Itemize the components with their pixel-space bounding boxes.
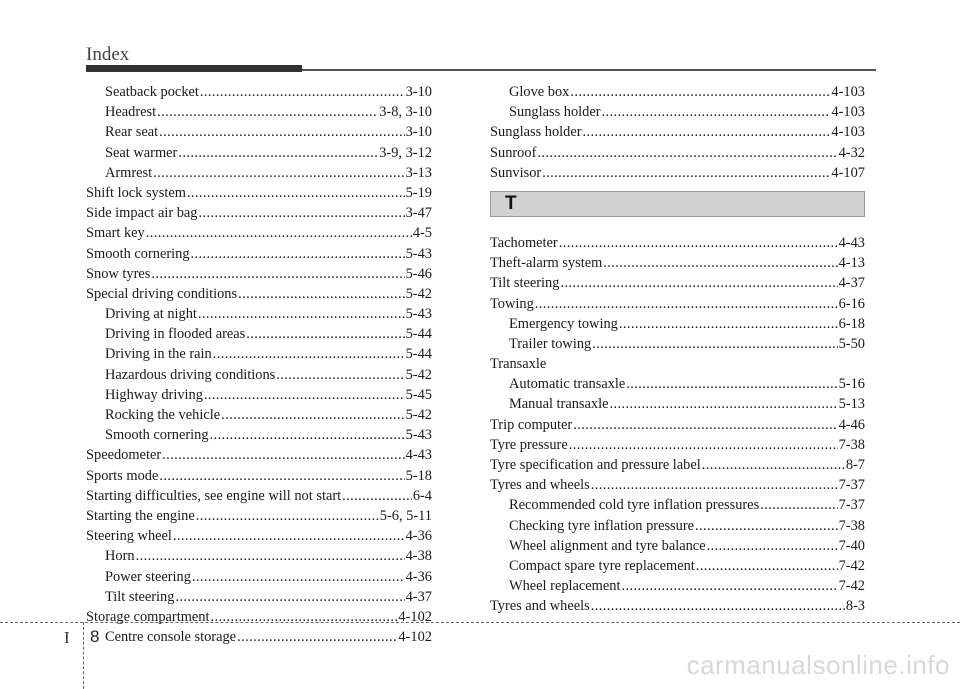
index-entry-page: 5-18	[405, 467, 432, 484]
dot-leader	[602, 102, 831, 122]
index-entry-page: 5-42	[405, 366, 432, 383]
index-entry	[490, 374, 865, 394]
index-entry	[86, 102, 432, 122]
index-entry-page: 5-43	[405, 306, 432, 323]
dot-leader	[173, 526, 405, 546]
dot-leader	[204, 385, 405, 405]
index-entry-page: 5-44	[405, 346, 432, 363]
index-entry	[86, 344, 432, 364]
index-entry-page: 4-103	[831, 84, 865, 100]
index-entry	[490, 516, 865, 536]
index-entry-page: 4-103	[831, 104, 865, 121]
index-entry-page: 7-37	[838, 497, 865, 514]
index-entry-page: 4-13	[838, 255, 865, 272]
index-entry	[86, 244, 432, 264]
index-entry-page: 3-9, 3-12	[379, 144, 432, 161]
header-rule-accent	[86, 65, 302, 72]
dot-leader	[570, 82, 830, 102]
dot-leader	[610, 394, 838, 414]
index-entry-label: Power steering	[105, 568, 191, 585]
index-entry-page: 7-40	[838, 537, 865, 554]
index-entry	[490, 576, 865, 596]
index-entry-page: 4-102	[398, 608, 432, 625]
dot-leader	[626, 374, 837, 394]
dot-leader	[542, 163, 830, 183]
index-entry-label: Automatic transaxle	[509, 376, 626, 393]
index-entry-label: Transaxle	[490, 356, 547, 373]
dot-leader	[560, 273, 837, 293]
index-entry-label: Driving in flooded areas	[105, 326, 246, 343]
index-entry-label: Trip computer	[490, 416, 573, 433]
index-entry-label: Smooth cornering	[105, 427, 209, 444]
index-entry-label: Wheel alignment and tyre balance	[509, 537, 706, 554]
dot-leader	[603, 253, 837, 273]
index-entry	[490, 455, 865, 475]
index-entry	[490, 143, 865, 163]
index-entry	[86, 506, 432, 526]
index-entry-label: Tyre specification and pressure label	[490, 457, 701, 473]
index-entry-page: 4-38	[405, 548, 432, 565]
index-entry-label: Starting the engine	[86, 507, 195, 524]
index-entry	[86, 607, 432, 627]
index-entry-page: 4-5	[412, 225, 432, 242]
dot-leader	[246, 324, 404, 344]
index-entry-label: Tyre pressure	[490, 436, 568, 453]
dot-leader	[591, 475, 838, 495]
dot-leader	[621, 576, 837, 596]
index-entry-page: 5-43	[405, 427, 432, 444]
index-entry-label: Rear seat	[105, 124, 159, 141]
dot-leader	[210, 607, 397, 627]
index-entry-page: 4-107	[831, 164, 865, 181]
index-entry-page: 3-47	[405, 205, 432, 222]
index-entry-label: Highway driving	[105, 386, 203, 403]
index-entry	[490, 475, 865, 495]
index-entry	[86, 385, 432, 405]
index-entry-page: 4-43	[405, 447, 432, 464]
index-entry	[86, 425, 432, 445]
index-entry-label: Smooth cornering	[86, 245, 190, 262]
index-entry-label: Tyres and wheels	[490, 477, 590, 494]
index-entry-page: 7-42	[838, 578, 865, 595]
index-entry-label: Theft-alarm system	[490, 255, 603, 272]
index-entry-label: Headrest	[105, 104, 157, 121]
index-entry-page: 4-46	[838, 416, 865, 433]
index-entry-label: Tilt steering	[105, 588, 175, 605]
index-entry-label: Smart key	[86, 225, 145, 242]
index-entry	[86, 445, 432, 465]
index-entry-label: Snow tyres	[86, 265, 151, 282]
index-entry-label: Trailer towing	[509, 335, 592, 352]
index-entry-page: 3-13	[405, 164, 432, 181]
index-entry-page: 4-36	[405, 568, 432, 585]
dot-leader	[151, 264, 404, 284]
index-entry	[86, 183, 432, 203]
dot-leader	[213, 344, 405, 364]
dot-leader	[196, 506, 379, 526]
index-entry-label: Sunglass holder	[509, 104, 601, 121]
index-entry	[86, 122, 432, 142]
index-entry	[490, 102, 865, 122]
dot-leader	[200, 82, 405, 102]
index-entry-label: Manual transaxle	[509, 396, 609, 413]
dot-leader	[276, 365, 404, 385]
index-entry	[490, 314, 865, 334]
section-letter: T	[505, 192, 517, 214]
index-entry-label: Tilt steering	[490, 275, 560, 292]
index-entry-label: Driving in the rain	[105, 346, 212, 363]
dot-leader	[153, 163, 404, 183]
footer-section-letter: I	[64, 628, 70, 647]
index-entry-page: 5-46	[405, 265, 432, 282]
index-entry-label: Shift lock system	[86, 184, 186, 201]
dot-leader	[760, 495, 837, 515]
index-entry-label: Rocking the vehicle	[105, 407, 221, 423]
index-entry-page: 5-42	[405, 407, 432, 423]
index-entry	[86, 466, 432, 486]
index-entry	[490, 415, 865, 435]
index-entry-label: Special driving conditions	[86, 285, 238, 302]
index-entry	[490, 294, 865, 314]
index-entry-label: Horn	[105, 548, 135, 565]
dot-leader	[619, 314, 838, 334]
dot-leader	[162, 445, 404, 465]
index-entry-label: Armrest	[105, 164, 153, 181]
index-entry	[86, 526, 432, 546]
dot-leader	[583, 122, 831, 142]
index-entry-page: 6-16	[838, 295, 865, 312]
index-entry-page: 7-38	[838, 517, 865, 534]
page-title: Index	[86, 44, 130, 65]
index-entry	[86, 546, 432, 566]
index-entry	[86, 627, 432, 647]
index-entry	[490, 122, 865, 142]
index-entry-label: Seat warmer	[105, 144, 178, 161]
index-entry-page: 5-13	[838, 396, 865, 413]
index-entry	[86, 163, 432, 183]
index-entry-page: 5-50	[838, 335, 865, 352]
index-entry	[490, 82, 865, 102]
index-entry-page: 4-36	[405, 528, 432, 545]
index-entry-page: 4-37	[838, 275, 865, 292]
index-entry-label: Speedometer	[86, 447, 162, 464]
dot-leader	[569, 435, 838, 455]
index-entry	[86, 143, 432, 163]
dot-leader	[199, 203, 405, 223]
index-entry	[490, 163, 865, 183]
index-entry	[86, 284, 432, 304]
index-entry-page: 8-7	[845, 457, 865, 473]
index-entry-page: 5-16	[838, 376, 865, 393]
page-number: 8	[90, 627, 100, 646]
index-entry	[86, 405, 432, 425]
dot-leader	[537, 143, 837, 163]
index-entry-page: 3-10	[405, 124, 432, 141]
dot-leader	[592, 334, 837, 354]
dot-leader	[238, 284, 405, 304]
dot-leader	[198, 304, 405, 324]
index-entry	[490, 273, 865, 293]
index-entry-page: 6-18	[838, 315, 865, 332]
index-entry	[86, 223, 432, 243]
dot-leader	[573, 415, 837, 435]
index-entry	[490, 334, 865, 354]
footer-rule	[0, 622, 960, 623]
index-entry-label: Sunroof	[490, 144, 537, 161]
index-entry-page: 5-42	[405, 285, 432, 302]
index-entry-label: Seatback pocket	[105, 84, 199, 100]
index-entry-label: Recommended cold tyre inflation pressures	[509, 497, 760, 514]
dot-leader	[707, 536, 838, 556]
index-entry	[86, 567, 432, 587]
section-letter-bar	[490, 191, 865, 217]
index-entry-page: 7-37	[838, 477, 865, 494]
dot-leader	[535, 294, 838, 314]
index-entry-label: Tyres and wheels	[490, 598, 590, 615]
index-entry-page: 5-6, 5-11	[379, 507, 432, 524]
index-entry	[490, 495, 865, 515]
index-entry-label: Towing	[490, 295, 534, 312]
index-entry	[86, 324, 432, 344]
index-entry	[490, 233, 865, 253]
index-entry-page: 5-43	[405, 245, 432, 262]
index-entry-label: Sports mode	[86, 467, 159, 484]
index-entry-label: Side impact air bag	[86, 205, 198, 222]
index-entry	[86, 304, 432, 324]
index-entry	[490, 596, 865, 616]
index-entry-label: Emergency towing	[509, 315, 618, 332]
dot-leader	[136, 546, 405, 566]
dot-leader	[559, 233, 838, 253]
dot-leader	[178, 143, 378, 163]
dot-leader	[591, 596, 845, 616]
dot-leader	[175, 587, 404, 607]
index-entry-label: Starting difficulties, see engine will not start	[86, 487, 342, 504]
index-entry	[86, 203, 432, 223]
watermark-logo: carmanualsonline.info	[686, 650, 950, 680]
dot-leader	[237, 627, 397, 647]
index-entry-label: Sunglass holder	[490, 124, 582, 141]
index-entry-label: Tachometer	[490, 234, 558, 251]
index-entry-page: 4-37	[405, 588, 432, 605]
dot-leader	[192, 567, 405, 587]
index-entry	[490, 354, 865, 374]
index-entry	[490, 435, 865, 455]
index-entry	[490, 536, 865, 556]
index-list-s-continued	[490, 82, 865, 183]
index-entry	[86, 365, 432, 385]
index-entry-label: Storage compartment	[86, 608, 210, 625]
index-entry-label: Driving at night	[105, 306, 197, 323]
index-entry	[86, 587, 432, 607]
footer-divider	[83, 622, 84, 689]
dot-leader	[342, 486, 412, 506]
index-entry-label: Steering wheel	[86, 528, 172, 545]
index-entry-label: Hazardous driving conditions	[105, 366, 276, 383]
index-entry	[490, 394, 865, 414]
index-entry-page: 5-19	[405, 184, 432, 201]
index-entry-label: Compact spare tyre replacement	[509, 557, 695, 574]
dot-leader	[702, 455, 845, 475]
index-entry	[490, 253, 865, 273]
index-entry-label: Centre console storage	[105, 629, 237, 646]
index-entry-page: 7-42	[838, 557, 865, 574]
index-entry-page: 4-102	[398, 629, 432, 646]
dot-leader	[159, 122, 404, 142]
index-entry-label: Wheel replacement	[509, 578, 621, 595]
index-column-left	[86, 82, 432, 647]
index-entry	[86, 82, 432, 102]
dot-leader	[221, 405, 405, 425]
index-entry-page: 5-44	[405, 326, 432, 343]
dot-leader	[696, 556, 838, 576]
index-entry-page: 7-38	[838, 436, 865, 453]
dot-leader	[159, 466, 404, 486]
index-entry	[86, 264, 432, 284]
index-entry-label: Glove box	[509, 84, 570, 100]
index-entry-page: 5-45	[405, 386, 432, 403]
index-entry-page: 3-8, 3-10	[379, 104, 432, 121]
index-list-t	[490, 233, 865, 617]
index-entry-page: 3-10	[405, 84, 432, 100]
dot-leader	[146, 223, 412, 243]
index-entry	[490, 556, 865, 576]
index-entry-page: 4-32	[838, 144, 865, 161]
index-entry-page: 4-103	[831, 124, 865, 141]
index-entry-label: Checking tyre inflation pressure	[509, 517, 695, 534]
index-entry	[86, 486, 432, 506]
dot-leader	[187, 183, 405, 203]
dot-leader	[191, 244, 405, 264]
index-column-right	[490, 82, 865, 617]
index-entry-page: 8-3	[845, 598, 865, 615]
index-entry-page: 6-4	[412, 487, 432, 504]
index-entry-page: 4-43	[838, 234, 865, 251]
index-entry-label: Sunvisor	[490, 164, 542, 181]
dot-leader	[695, 516, 838, 536]
dot-leader	[210, 425, 405, 445]
dot-leader	[157, 102, 378, 122]
